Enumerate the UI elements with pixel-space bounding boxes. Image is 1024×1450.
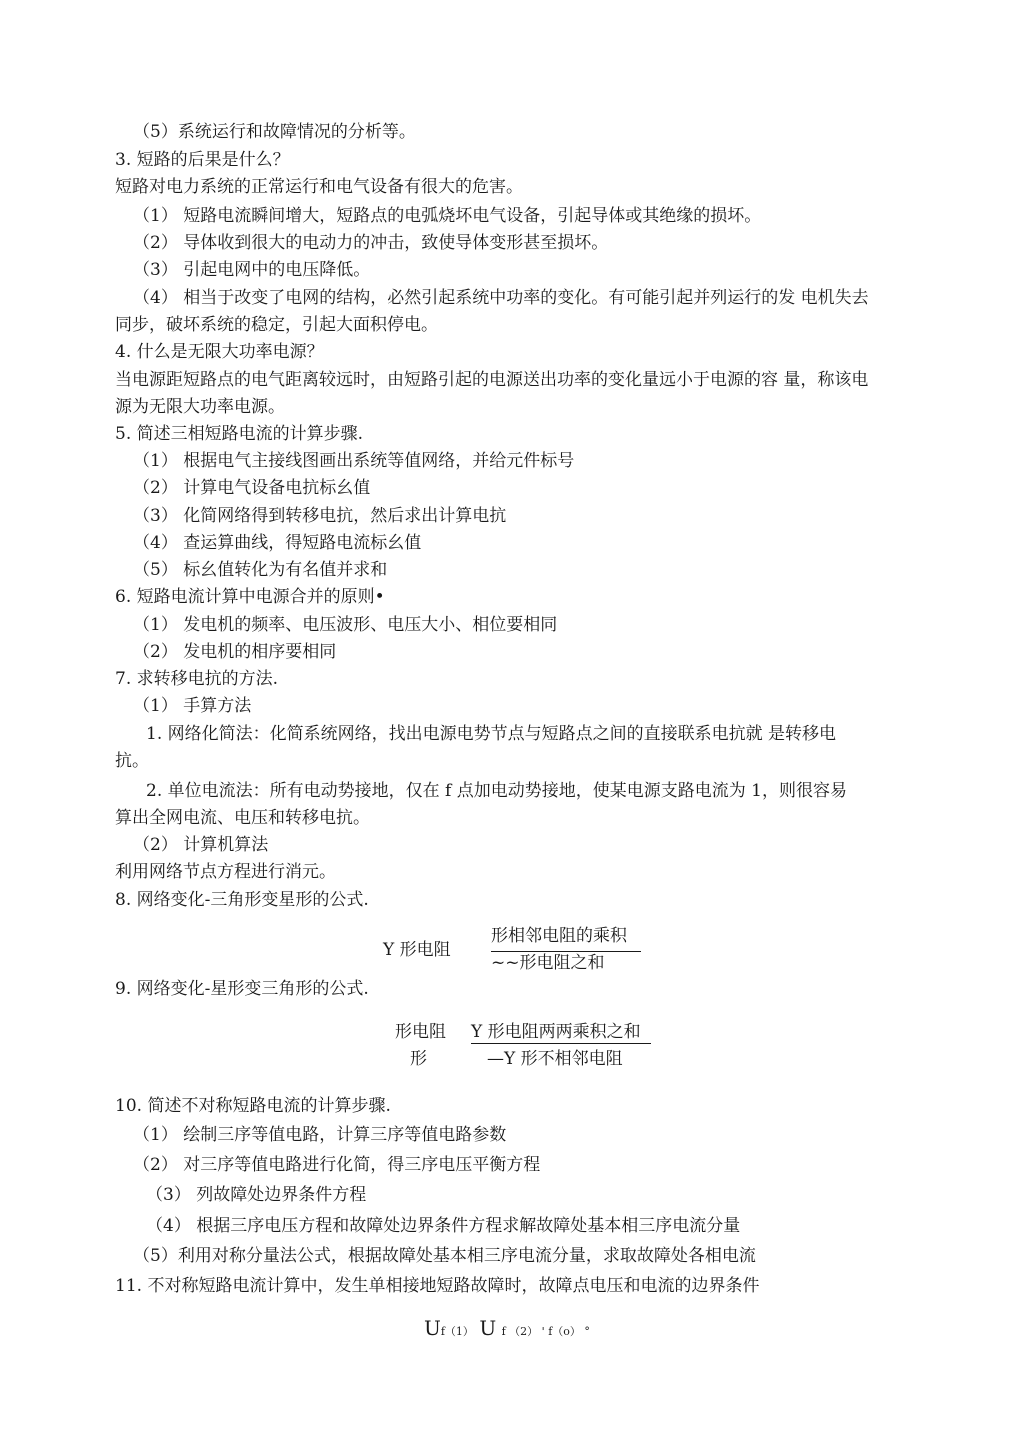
list-item: （4） 根据三序电压方程和故障处边界条件方程求解故障处基本相三序电流分量 bbox=[146, 1216, 741, 1236]
formula-numerator: Y 形电阻两两乘积之和 bbox=[471, 1022, 641, 1042]
formula-subscript: f（1） bbox=[440, 1325, 474, 1338]
list-item: （4） 相当于改变了电网的结构，必然引起系统中功率的变化。有可能引起并列运行的发 电机失去 bbox=[133, 288, 869, 308]
boundary-formula bbox=[424, 1317, 590, 1343]
text-line: 同步，破坏系统的稳定，引起大面积停电。 bbox=[115, 315, 438, 335]
list-item: （1） 手算方法 bbox=[133, 696, 252, 716]
text-line: 算出全网电流、电压和转移电抗。 bbox=[115, 808, 370, 828]
formula-subscript: f （2） ' f（o） ° bbox=[501, 1325, 590, 1338]
question-heading: 6. 短路电流计算中电源合并的原则• bbox=[115, 587, 385, 607]
list-item: （2） 导体收到很大的电动力的冲击，致使导体变形甚至损坏。 bbox=[133, 233, 609, 253]
question-heading: 3. 短路的后果是什么？ bbox=[115, 150, 290, 170]
list-item: （1） 根据电气主接线图画出系统等值网络，并给元件标号 bbox=[133, 451, 575, 471]
list-item: （5）利用对称分量法公式，根据故障处基本相三序电流分量，求取故障处各相电流 bbox=[133, 1246, 756, 1266]
list-item: 2. 单位电流法：所有电动势接地，仅在 f 点加电动势接地，使某电源支路电流为 1，则很容易 bbox=[146, 781, 847, 801]
formula-lhs: 形电阻 bbox=[395, 1022, 446, 1042]
fraction-bar bbox=[471, 1043, 651, 1044]
text-line: 源为无限大功率电源。 bbox=[115, 397, 285, 417]
text-line: （5）系统运行和故障情况的分析等。 bbox=[133, 122, 416, 142]
list-item: （3） 化简网络得到转移电抗，然后求出计算电抗 bbox=[133, 506, 507, 526]
list-item: （1） 发电机的频率、电压波形、电压大小、相位要相同 bbox=[133, 615, 558, 635]
formula-lhs: Y 形电阻 bbox=[383, 940, 451, 960]
question-heading: 7. 求转移电抗的方法. bbox=[115, 669, 279, 689]
text-line: 利用网络节点方程进行消元。 bbox=[115, 862, 336, 882]
text-line: 抗。 bbox=[115, 751, 149, 771]
list-item: （1） 绘制三序等值电路，计算三序等值电路参数 bbox=[133, 1125, 507, 1145]
list-item: （3） 引起电网中的电压降低。 bbox=[133, 260, 371, 280]
formula-denominator: —Y 形不相邻电阻 bbox=[487, 1049, 623, 1069]
question-heading: 9. 网络变化-星形变三角形的公式. bbox=[115, 979, 369, 999]
list-item: （4） 查运算曲线，得短路电流标幺值 bbox=[133, 533, 422, 553]
question-heading: 10. 简述不对称短路电流的计算步骤. bbox=[115, 1096, 391, 1116]
formula-denominator: ~~形电阻之和 bbox=[491, 953, 605, 973]
list-item: （3） 列故障处边界条件方程 bbox=[146, 1185, 367, 1205]
question-heading: 8. 网络变化-三角形变星形的公式. bbox=[115, 890, 369, 910]
list-item: （2） 计算机算法 bbox=[133, 835, 269, 855]
formula-symbol: U bbox=[479, 1316, 497, 1340]
formula-symbol: U bbox=[424, 1316, 441, 1340]
question-heading: 11. 不对称短路电流计算中，发生单相接地短路故障时，故障点电压和电流的边界条件 bbox=[115, 1276, 760, 1296]
text-line: 当电源距短路点的电气距离较远时，由短路引起的电源送出功率的变化量远小于电源的容 量，称该电 bbox=[115, 370, 869, 390]
question-heading: 5. 简述三相短路电流的计算步骤. bbox=[115, 424, 364, 444]
formula-numerator: 形相邻电阻的乘积 bbox=[491, 926, 627, 946]
list-item: （2） 对三序等值电路进行化简，得三序电压平衡方程 bbox=[133, 1155, 541, 1175]
list-item: 1. 网络化简法：化简系统网络，找出电源电势节点与短路点之间的直接联系电抗就 是转移电 bbox=[146, 724, 837, 744]
formula-lhs-sub: 形 bbox=[410, 1049, 427, 1069]
list-item: （5） 标幺值转化为有名值并求和 bbox=[133, 560, 388, 580]
list-item: （1） 短路电流瞬间增大，短路点的电弧烧坏电气设备，引起导体或其绝缘的损坏。 bbox=[133, 206, 762, 226]
list-item: （2） 发电机的相序要相同 bbox=[133, 642, 337, 662]
question-heading: 4. 什么是无限大功率电源？ bbox=[115, 342, 324, 362]
text-line: 短路对电力系统的正常运行和电气设备有很大的危害。 bbox=[115, 177, 523, 197]
list-item: （2） 计算电气设备电抗标幺值 bbox=[133, 478, 371, 498]
